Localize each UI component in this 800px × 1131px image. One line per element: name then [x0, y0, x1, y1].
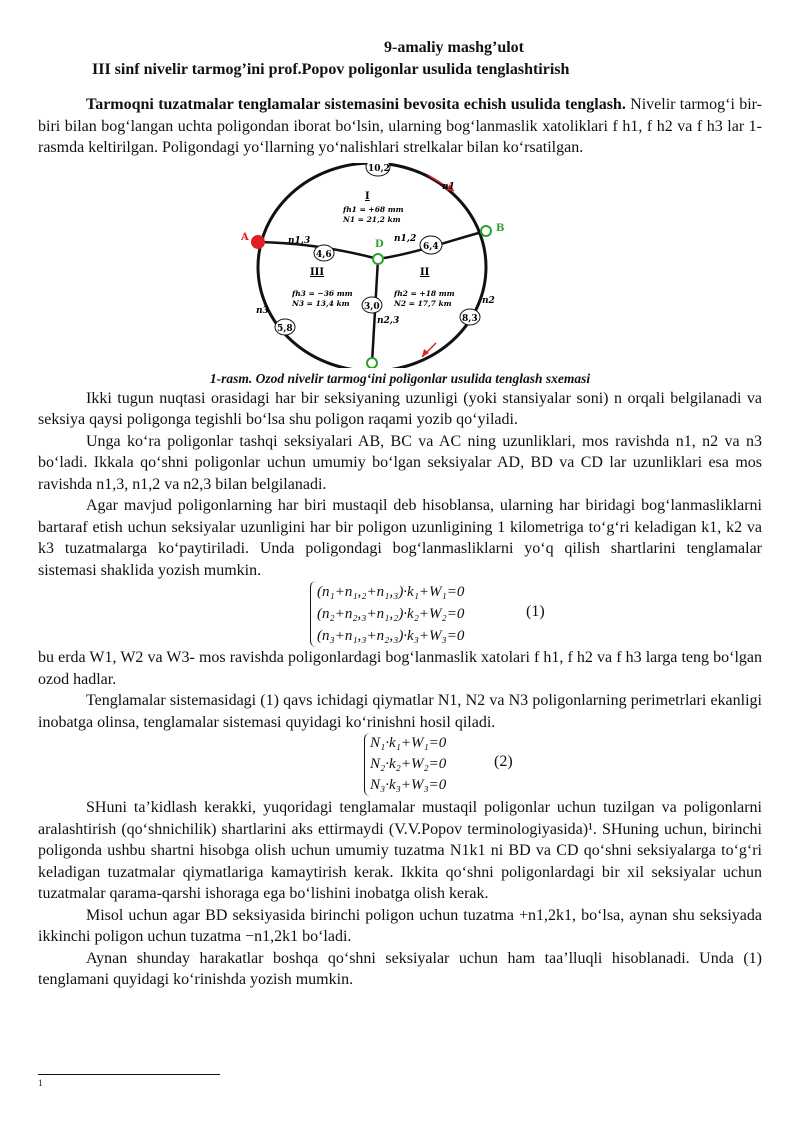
paragraph-5: bu erda W1, W2 va W3- mos ravishda poligonlardagi bog‘lanmaslik xatolari f h1, f h2 va f h3 larga teng bo‘lgan ozod hadlar.	[38, 649, 762, 688]
polygon-I-N: N1 = 21,2 km	[343, 214, 401, 224]
node-A-label: A	[241, 231, 249, 243]
equation-1-row: (n₁+n₁,₂+n₁,₃)·k₁+W₁=0	[317, 584, 465, 600]
node-A	[251, 235, 265, 249]
node-C	[367, 358, 377, 368]
polygon-II-label: II	[420, 266, 430, 278]
svg-text:5,8: 5,8	[277, 323, 293, 334]
length-bubble-5	[275, 319, 295, 335]
svg-text:3,0: 3,0	[364, 301, 380, 312]
network-diagram	[38, 163, 762, 368]
equation-2-lines	[364, 733, 446, 796]
polygon-II-N: N2 = 17,7 km	[394, 298, 452, 308]
paragraph-8: Misol uchun agar BD seksiyasida birinchi poligon uchun tuzatma +n1,2k1, bo‘lsa, aynan shu seksiyada ikkinchi poligon uchun tuzatma −n1,2k1 bo‘ladi.	[38, 906, 762, 945]
paragraph-2: Ikki tugun nuqtasi orasidagi har bir seksiyaning uzunligi (yoki stansiyalar soni) n orqali belgilanadi va seksiya qaysi poligonga tegishli bo‘lsa shu poligon raqami yozib qo‘yiladi.	[38, 389, 762, 428]
equation-1-row: (n₃+n₁,₃+n₂,₃)·k₃+W₃=0	[317, 628, 465, 644]
equation-1-row: (n₂+n₂,₃+n₁,₂)·k₂+W₂=0	[317, 606, 465, 622]
segment-label-n1: n1	[442, 181, 455, 192]
document-page	[38, 38, 762, 991]
length-bubble-6	[460, 309, 480, 325]
paragraph-3: Unga ko‘ra poligonlar tashqi seksiyalari AB, BC va AC ning uzunliklari, mos ravishda n1, n2 va n3 bo‘ladi. Ikkala qo‘shni poligonlar uchun umumiy bo‘lgan seksiyalar AD, BD va CD lar uzunliklari esa mos ravishda n1,3, n1,2 va n2,3 bilan belgilanadi.	[38, 432, 762, 493]
segment-label-n23: n2,3	[377, 315, 400, 326]
segment-label-n12: n1,2	[394, 233, 417, 244]
equation-1-number: (1)	[526, 603, 545, 620]
segment-label-n13: n1,3	[288, 235, 311, 246]
segment-label-n2: n2	[482, 295, 495, 306]
paragraph-1-heading: Tarmoqni tuzatmalar tenglamalar sistemasini bevosita echish usulida tenglash.	[86, 96, 626, 113]
footnote-rule	[38, 1074, 220, 1075]
paragraph-4: Agar mavjud poligonlarning har biri mustaqil deb hisoblansa, ularning har biridagi bog‘lanmasliklarni bartaraf etish uchun seksiyalar uzunligini har bir poligon uzunligining 1 kilometriga to‘g‘ri keladigan k1, k2 va k3 tuzatmalarga ko‘paytiriladi. Unda poligondagi bog‘lanmasliklarni yo‘q qilish shartlarini tenglamalar sistemasi shaklida yozish mumkin.	[38, 497, 762, 579]
network-figure	[38, 163, 762, 368]
paragraph-6: Tenglamalar sistemasidagi (1) qavs ichidagi qiymatlar N1, N2 va N3 poligonlarning perimetrlari ekanligi inobatga olinsa, tenglamalar sistemasi quyidagi ko‘rinishni hosil qiladi.	[38, 692, 762, 731]
svg-text:8,3: 8,3	[462, 313, 478, 324]
segment-label-n3: n3	[256, 305, 269, 316]
svg-text:4,6: 4,6	[316, 249, 332, 260]
paragraph-1-text: Nivelir tarmog‘i bir- biri bilan bog‘langan uchta poligondan iborat bo‘lsin, ularning bog‘lanmaslik xatoliklari f h1, f h2 va f h3 lar 1- rasmda keltirilgan. Poligondagi yo‘llarning yo‘nalishlari strelkalar bilan ko‘rsatilgan.	[38, 96, 763, 156]
length-bubble-1	[366, 163, 390, 176]
equation-1-lines	[310, 581, 464, 647]
node-D	[373, 254, 383, 264]
paragraph-7: SHuni ta’kidlash kerakki, yuqoridagi tenglamalar mustaqil poligonlar uchun tuzilgan va poligonlarni aralashtirish (qo‘shnichilik) shartlarini aks ettirmaydi (V.V.Popov terminologiyasida)¹. SHuning uchun, birinchi poligonda ushbu shartni hisobga olish uchun umumiy tuzatma N1k1 ni BD va CD qo‘shni seksiyalarga to‘g‘ri keladigan tuzatmalar qiymatlariga kamaytirish kerak. Ikkita qo‘shni poligonlardagi bir xil seksiyalar uchun tuzatmalar qarama-qarshi ishoraga ega bo‘lishini inobatga olish kerak.	[38, 799, 762, 902]
polygon-III-label: III	[310, 266, 325, 278]
node-B	[481, 226, 491, 236]
equation-system-1	[38, 581, 762, 647]
equation-system-2	[38, 733, 762, 797]
footnote-mark: 1	[38, 1078, 43, 1088]
paragraph-1	[38, 94, 762, 159]
node-D-label: D	[375, 238, 384, 250]
length-bubble-4	[362, 297, 382, 313]
outer-loop	[258, 163, 486, 368]
polygon-III-f: fh3 = −36 mm	[292, 288, 353, 298]
page-title: 9-amaliy mashg’ulot	[384, 39, 524, 56]
length-bubble-3	[420, 236, 442, 254]
svg-text:10,2: 10,2	[368, 163, 390, 174]
equation-2-number: (2)	[494, 753, 513, 770]
equation-2-row: N₂·k₂+W₂=0	[370, 756, 447, 772]
equation-2-row: N₃·k₃+W₃=0	[370, 777, 447, 793]
page-subtitle: III sinf nivelir tarmog’ini prof.Popov poligonlar usulida tenglashtirish	[92, 61, 570, 78]
polygon-I-f: fh1 = +68 mm	[343, 204, 404, 214]
polygon-I-label: I	[365, 190, 370, 202]
node-B-label: B	[496, 222, 505, 234]
polygon-III-N: N3 = 13,4 km	[292, 298, 350, 308]
equation-2-row: N₁·k₁+W₁=0	[370, 735, 447, 751]
svg-text:6,4: 6,4	[423, 241, 439, 252]
figure-caption: 1-rasm. Ozod nivelir tarmog‘ini poligonlar usulida tenglash sxemasi	[209, 370, 591, 386]
paragraph-9: Aynan shunday harakatlar boshqa qo‘shni seksiyalar uchun ham taa’lluqli hisoblanadi. Unda (1) tenglamani quyidagi ko‘rinishda yozish mumkin.	[38, 949, 762, 988]
length-bubble-2	[314, 245, 334, 261]
polygon-II-f: fh2 = +18 mm	[394, 288, 455, 298]
